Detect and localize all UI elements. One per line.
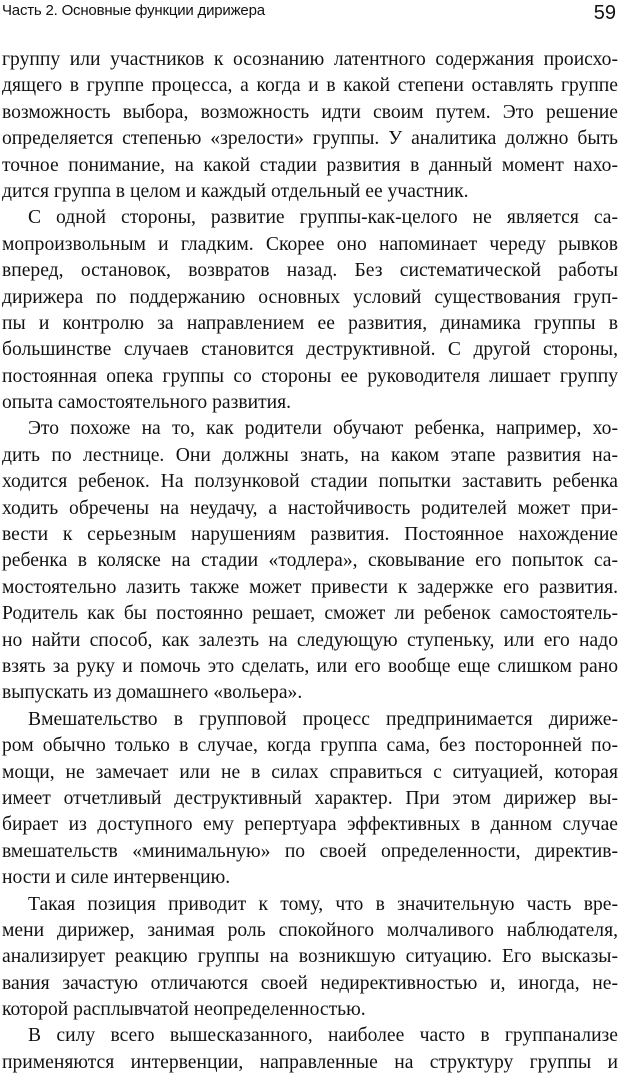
text-line: ребенка в коляске на стадии «тодлера», сковывание его попыток са- [2,550,618,572]
text-line: определяется степенью «зрелости» группы. У аналитика должно быть [2,128,618,150]
text-line: дится группа в целом и каждый отдельный ее участник. [2,180,469,202]
body-text [2,47,618,1076]
text-line: постоянная опека группы со стороны ее руководителя лишает группу [2,365,618,387]
text-line: мощи, не замечает или не в силах справиться с ситуацией, которая [2,761,618,783]
text-line: вперед, остановок, возвратов назад. Без систематической работы [2,260,618,282]
text-line: ходится ребенок. На ползунковой стадии попытки заставить ребенка [2,471,618,493]
text-line: бирает из доступного ему репертуара эффективных в данном случае [2,814,618,836]
text-line: Это похоже на то, как родители обучают ребенка, например, хо- [28,418,618,440]
text-line: опыта самостоятельного развития. [2,392,292,414]
text-line: взять за руку и помочь это сделать, или его вообще еще слишком рано [2,655,618,677]
text-line: пы и контролю за направлением ее развития, динамика группы в [2,312,618,334]
text-line: Вмешательство в групповой процесс предпринимается дириже- [28,708,618,730]
text-line: большинстве случаев становится деструктивной. С другой стороны, [2,339,618,361]
text-line: но найти способ, как залезть на следующую ступеньку, или его надо [2,629,618,651]
text-line: вания зачастую отличаются своей недирективностью и, иногда, не- [2,972,618,994]
text-line: С одной стороны, развитие группы-как-целого не является са- [28,207,618,229]
text-line: ром обычно только в случае, когда группа сама, без посторонней по- [2,735,618,757]
text-line: выпускать из домашнего «вольера». [2,682,303,704]
text-line: группу или участников к осознанию латентного содержания происхо- [2,49,618,70]
text-line: вмешательств «минимальную» по своей определенности, директив- [2,840,618,862]
text-line: анализирует реакцию группы на возникшую ситуацию. Его высказы- [2,946,618,968]
text-line: возможность выбора, возможность идти своим путем. Это решение [2,101,618,123]
text-line: дирижера по поддержанию основных условий существования груп- [2,286,618,308]
text-line: В силу всего вышесказанного, наиболее часто в группанализе [28,1025,618,1047]
text-line: ности и силе интервенцию. [2,867,231,889]
text-line: мопроизвольным и гладким. Скорее оно напоминает череду рывков [2,233,618,255]
text-line: Родитель как бы постоянно решает, сможет ли ребенок самостоятель- [2,603,618,625]
text-line: применяются интервенции, направленные на структуру группы и [2,1051,618,1073]
text-line: точное понимание, на какой стадии развития в данный момент нахо- [2,154,618,176]
text-line: Такая позиция приводит к тому, что в значительную часть вре- [28,893,618,915]
text-line: которой расплывчатой неопределенностью. [2,999,366,1021]
text-line: мени дирижер, занимая роль спокойного молчаливого наблюдателя, [2,919,618,941]
text-line: дить по лестнице. Они должны знать, на каком этапе развития на- [2,444,618,466]
page-number: 59 [593,2,616,24]
text-line: вести к серьезным нарушениям развития. Постоянное нахождение [2,524,618,546]
text-line: ходить обречены на неудачу, а настойчивость родителей может при- [2,497,618,519]
text-line: дящего в группе процесса, а когда и в какой степени оставлять группе [2,75,618,97]
text-line: имеет отчетливый деструктивный характер. При этом дирижер вы- [2,787,618,809]
text-line: мостоятельно лазить также может привести к задержке его развития. [2,576,618,598]
page-header [0,0,620,28]
running-title: Часть 2. Основные функции дирижера [2,2,265,19]
